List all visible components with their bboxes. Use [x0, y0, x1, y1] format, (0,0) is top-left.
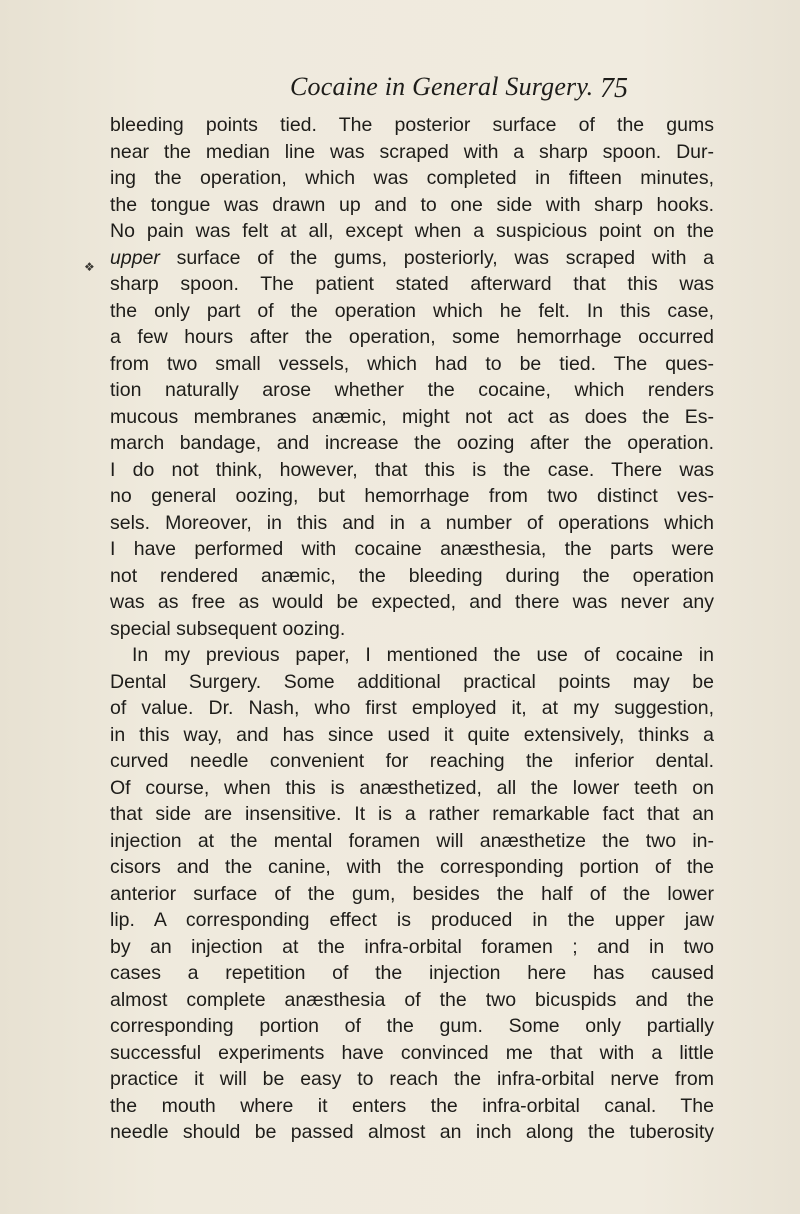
text-line: of value. Dr. Nash, who first employed it, at my suggestion,: [110, 697, 714, 719]
text-line: mucous membranes anæmic, might not act as does the Es-: [110, 405, 714, 428]
text-line: in this way, and has since used it quite extensively, thinks a: [110, 723, 714, 746]
text-line: by an injection at the infra-orbital foramen ; and in two: [110, 935, 714, 958]
text-line: practice it will be easy to reach the infra-orbital nerve from: [110, 1068, 714, 1090]
text-line: not rendered anæmic, the bleeding during the operation: [110, 564, 714, 587]
text-line: successful experiments have convinced me that with a little: [110, 1041, 714, 1064]
body-text: [110, 112, 714, 1146]
text-line: ing the operation, which was completed in fifteen minutes,: [110, 167, 714, 189]
italic-word: upper: [110, 246, 160, 269]
text-line: sels. Moreover, in this and in a number of operations which: [110, 511, 714, 534]
text-line: almost complete anæsthesia of the two bicuspids and the: [110, 988, 714, 1011]
text-line: cisors and the canine, with the corresponding portion of the: [110, 856, 714, 878]
text-line: that side are insensitive. It is a rather remarkable fact that an: [110, 803, 714, 825]
running-title: Cocaine in General Surgery.: [290, 72, 594, 101]
text-line: needle should be passed almost an inch along the tuberosity: [110, 1121, 714, 1143]
text-line: special subsequent oozing.: [110, 617, 346, 640]
text-line: the only part of the operation which he felt. In this case,: [110, 299, 714, 322]
text-line: Of course, when this is anæsthetized, all the lower teeth on: [110, 776, 714, 799]
text-line: no general oozing, but hemorrhage from two distinct ves-: [110, 485, 714, 507]
text-line: anterior surface of the gum, besides the half of the lower: [110, 882, 714, 905]
text-line: was as free as would be expected, and there was never any: [110, 591, 714, 613]
text-line: [110, 245, 714, 272]
text-line: No pain was felt at all, except when a suspicious point on the: [110, 220, 714, 242]
margin-mark-icon: ❖: [84, 260, 95, 274]
text-line: lip. A corresponding effect is produced in the upper jaw: [110, 909, 714, 931]
text-line: from two small vessels, which had to be tied. The ques-: [110, 352, 714, 375]
text-line: near the median line was scraped with a sharp spoon. Dur-: [110, 140, 714, 163]
text-line: sharp spoon. The patient stated afterward that this was: [110, 273, 714, 295]
text-line: injection at the mental foramen will anæsthetize the two in-: [110, 829, 714, 852]
text-line: In my previous paper, I mentioned the use of cocaine in: [132, 644, 714, 666]
page-number: 75: [600, 73, 628, 104]
text-line: march bandage, and increase the oozing after the operation.: [110, 432, 714, 454]
text-line: curved needle convenient for reaching the inferior dental.: [110, 750, 714, 772]
text-line: the mouth where it enters the infra-orbital canal. The: [110, 1094, 714, 1117]
text-line: cases a repetition of the injection here has caused: [110, 962, 714, 984]
text-line: bleeding points tied. The posterior surface of the gums: [110, 114, 714, 136]
text-line: a few hours after the operation, some hemorrhage occurred: [110, 326, 714, 348]
page-header: [0, 72, 800, 112]
text-line-rest: surface of the gums, posteriorly, was scraped with a: [159, 246, 714, 269]
text-line: Dental Surgery. Some additional practical points may be: [110, 670, 714, 693]
text-line: the tongue was drawn up and to one side with sharp hooks.: [110, 193, 714, 216]
text-line: I have performed with cocaine anæsthesia, the parts were: [110, 538, 714, 560]
text-line: tion naturally arose whether the cocaine, which renders: [110, 379, 714, 401]
text-line: I do not think, however, that this is the case. There was: [110, 458, 714, 481]
text-line: corresponding portion of the gum. Some only partially: [110, 1015, 714, 1037]
